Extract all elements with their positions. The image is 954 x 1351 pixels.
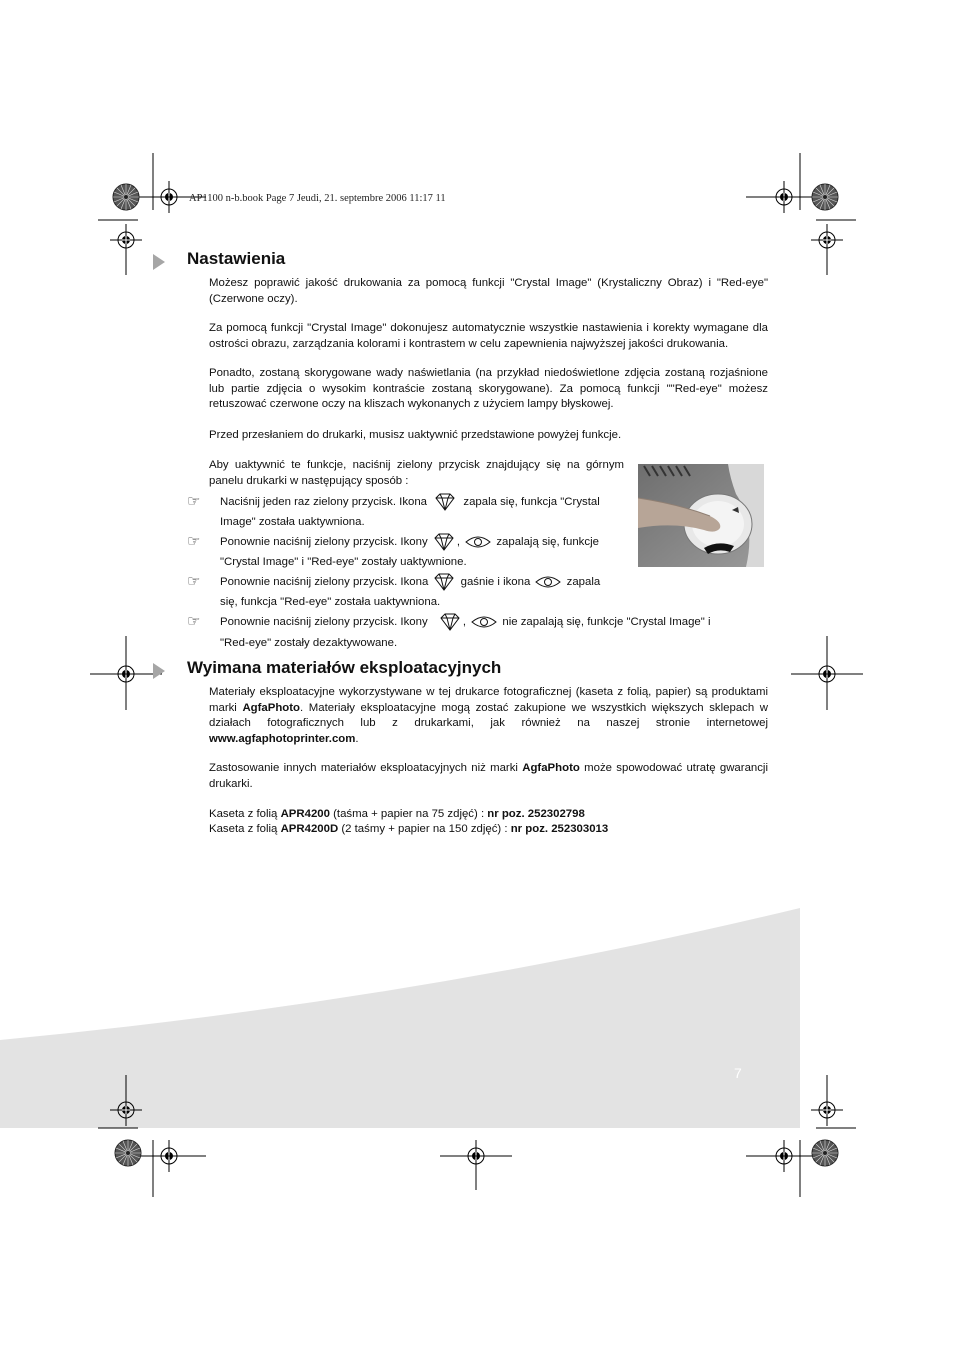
crystal-diamond-icon <box>433 573 455 591</box>
product-line: Kaseta z folią APR4200 (taśma + papier na 75 zdjęć) : nr poz. 252302798 <box>209 808 585 820</box>
crystal-diamond-icon <box>433 533 455 551</box>
pointing-hand-icon: ☞ <box>187 533 201 550</box>
website-link[interactable]: www.agfaphotoprinter.com <box>209 732 356 745</box>
section-arrow-icon <box>153 254 165 270</box>
crystal-diamond-icon <box>439 613 461 631</box>
eye-icon <box>471 614 497 630</box>
paragraph: Aby uaktywnić te funkcje, naciśnij zielony przycisk znajdujący się na górnym panelu drukarki w następujący sposób : <box>209 459 624 487</box>
section-title-settings: Nastawienia <box>187 249 286 268</box>
section-arrow-icon <box>153 663 165 679</box>
paragraph: Za pomocą funkcji "Crystal Image" dokonujesz automatycznie wszystkie nastawienia i korekty wymagane dla ostrości obrazu, zarządzania kolorami i kontrastem w celu zapewnienia najwyższej jakości drukowania. <box>209 322 768 350</box>
eye-icon <box>535 574 561 590</box>
paragraph: Zastosowanie innych materiałów eksploatacyjnych niż marki AgfaPhoto może spowodować utratę gwarancji drukarki. <box>209 762 768 790</box>
page-number: 7 <box>734 1065 742 1081</box>
book-header: AP1100 n-b.book Page 7 Jeudi, 21. septembre 2006 11:17 11 <box>189 193 446 204</box>
brand-name: AgfaPhoto <box>522 762 580 774</box>
crystal-diamond-icon <box>434 493 456 511</box>
paragraph: Ponadto, zostaną skorygowane wady naświetlania (na przykład niedoświetlone zdjęcia zostaną rozjaśnione lub partie zdjęcia o wysokim kontraście zostaną skorygowane). Za pomocą funkcji ""Red-eye" możesz retuszować czerwone oczy na kliszach wykonanych z użyciem lampy błyskowej. <box>209 367 768 410</box>
brand-name: AgfaPhoto <box>242 701 301 714</box>
pointing-hand-icon: ☞ <box>187 573 201 590</box>
paragraph: Materiały eksploatacyjne wykorzystywane w tej drukarce fotograficznej (kaseta z folią, papier) są produktami marki AgfaPhoto. Materiały eksploatacyjne mogą zostać zakupione we wszystkich większych sklepach w działach fotograficznych lub z drukarkami, jak również na naszej stronie internetowej www.agfaphotoprinter.com. <box>209 686 768 745</box>
pointing-hand-icon: ☞ <box>187 493 201 510</box>
printer-button-photo <box>638 464 764 567</box>
paragraph: Przed przesłaniem do drukarki, musisz uaktywnić przedstawione powyżej funkcje. <box>209 429 622 441</box>
product-line: Kaseta z folią APR4200D (2 taśmy + papier na 150 zdjęć) : nr poz. 252303013 <box>209 823 609 835</box>
pointing-hand-icon: ☞ <box>187 613 201 630</box>
eye-icon <box>465 534 491 550</box>
section-title-consumables: Wyimana materiałów eksploatacyjnych <box>187 658 502 677</box>
paragraph: Możesz poprawić jakość drukowania za pomocą funkcji "Crystal Image" (Krystaliczny Obraz) i "Red-eye" (Czerwone oczy). <box>209 277 768 305</box>
